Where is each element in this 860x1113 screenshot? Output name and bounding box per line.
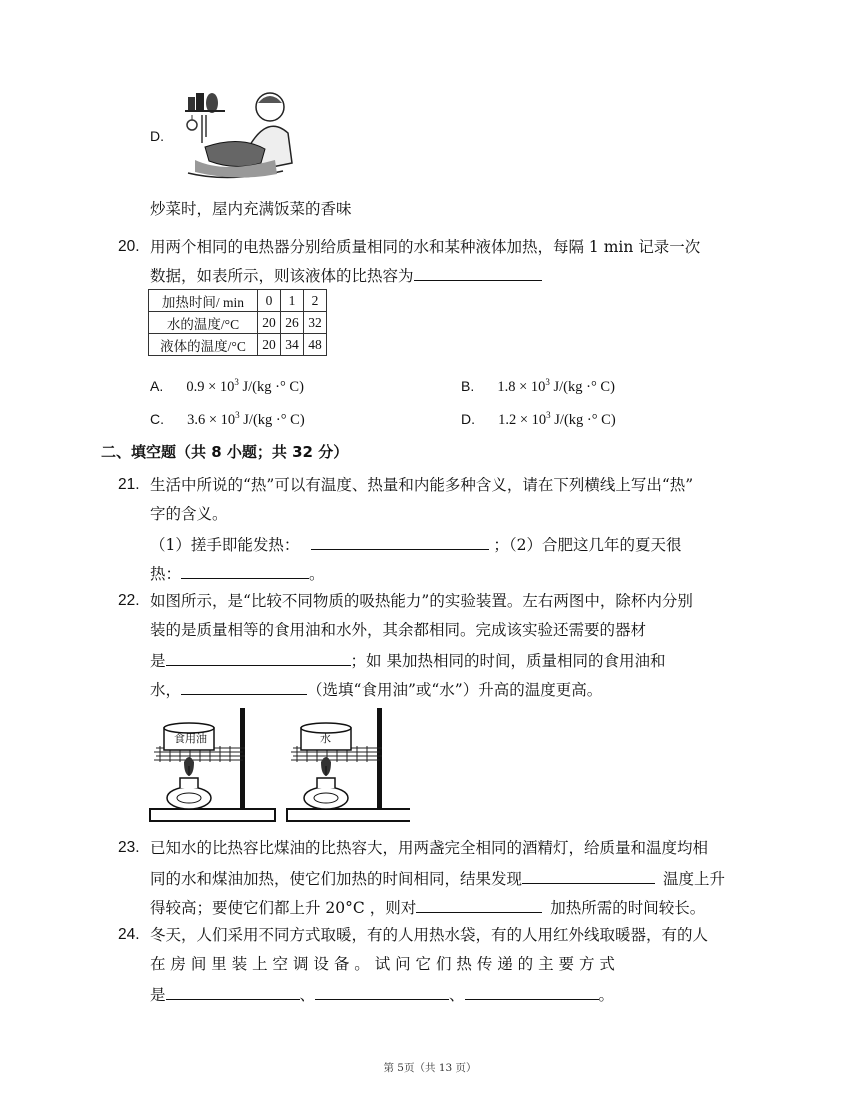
q23-line2 bbox=[150, 867, 725, 889]
q21-line3 bbox=[150, 533, 682, 555]
table-row bbox=[149, 312, 327, 334]
right-apparatus bbox=[287, 708, 410, 821]
option-exp: 3 bbox=[235, 410, 240, 421]
table-cell: 26 bbox=[281, 312, 304, 334]
option-value bbox=[498, 412, 616, 428]
beaker-label-oil: 食用油 bbox=[174, 732, 207, 745]
q21-line3-b: ；（2）合肥这几年的夏天很 bbox=[493, 536, 682, 554]
option-exp: 3 bbox=[546, 410, 551, 421]
option-c[interactable] bbox=[150, 409, 305, 429]
table-header-row bbox=[149, 290, 327, 312]
q22-line2: 装的是质量相等的食用油和水外，其余都相同。完成该实验还需要的器材 bbox=[150, 621, 647, 639]
option-value bbox=[497, 379, 615, 395]
q22-line3-a: 是 bbox=[150, 652, 166, 670]
option-coef: 1.2 × 10 bbox=[498, 412, 547, 428]
left-apparatus bbox=[150, 708, 275, 821]
option-value bbox=[186, 379, 304, 395]
table-cell: 水的温度/°C bbox=[149, 312, 258, 334]
q21-line4-a: 热： bbox=[150, 565, 182, 583]
page-footer: 第 5页（共 13 页） bbox=[383, 1062, 477, 1074]
question-number-22: 22. bbox=[118, 592, 140, 609]
question-number-21: 21. bbox=[118, 476, 140, 493]
heating-data-table bbox=[148, 289, 327, 356]
q24-line1: 冬天，人们采用不同方式取暖，有的人用热水袋，有的人用红外线取暖器，有的人 bbox=[150, 926, 709, 944]
option-d[interactable] bbox=[461, 409, 616, 429]
option-letter: D. bbox=[461, 411, 475, 427]
option-unit: J/(kg ·° C) bbox=[239, 412, 305, 428]
q24-line2: 在 房 间 里 装 上 空 调 设 备 。 试 问 它 们 热 传 递 的 主 要 方 式 bbox=[150, 955, 615, 973]
q23-line3-b: 加热所需的时间较长。 bbox=[550, 899, 706, 917]
table-row bbox=[149, 334, 327, 356]
cooking-illustration bbox=[180, 85, 295, 185]
q24-line3-a: 是 bbox=[150, 986, 166, 1004]
option-exp: 3 bbox=[234, 377, 239, 388]
q22-line4-b: （选填“食用油”或“水”）升高的温度更高。 bbox=[307, 681, 603, 699]
table-cell: 20 bbox=[258, 312, 281, 334]
q23-line2-a: 同的水和煤油加热，使它们加热的时间相同，结果发现 bbox=[150, 870, 523, 888]
q22-line4 bbox=[150, 678, 602, 700]
option-letter: B. bbox=[461, 378, 475, 394]
option-coef: 1.8 × 10 bbox=[497, 379, 546, 395]
q23-line1: 已知水的比热容比煤油的比热容大，用两盏完全相同的酒精灯，给质量和温度均相 bbox=[150, 839, 709, 857]
q22-line4-a: 水， bbox=[150, 681, 182, 699]
option-coef: 0.9 × 10 bbox=[186, 379, 235, 395]
q24-sep1: 、 bbox=[299, 986, 316, 1004]
option-unit: J/(kg ·° C) bbox=[549, 379, 615, 395]
q24-line3 bbox=[150, 983, 614, 1005]
q21-line1: 生活中所说的“热”可以有温度、热量和内能多种含义，请在下列横线上写出“热” bbox=[150, 476, 694, 494]
question-number-23: 23. bbox=[118, 839, 140, 856]
answer-blank[interactable] bbox=[181, 678, 307, 695]
section-heading: 二、填空题（共 8 小题；共 32 分） bbox=[101, 443, 349, 461]
option-d-caption: 炒菜时，屋内充满饭菜的香味 bbox=[150, 200, 352, 218]
table-cell: 液体的温度/°C bbox=[149, 334, 258, 356]
option-exp: 3 bbox=[545, 377, 550, 388]
q22-line1: 如图所示，是“比较不同物质的吸热能力”的实验装置。左右两图中，除杯内分别 bbox=[150, 592, 693, 610]
answer-blank[interactable] bbox=[311, 533, 489, 550]
option-letter: A. bbox=[150, 378, 164, 394]
beaker-label-water: 水 bbox=[320, 732, 331, 745]
answer-blank[interactable] bbox=[315, 983, 449, 1000]
answer-blank[interactable] bbox=[522, 867, 655, 884]
option-coef: 3.6 × 10 bbox=[187, 412, 236, 428]
table-cell: 20 bbox=[258, 334, 281, 356]
q22-line3 bbox=[150, 649, 665, 671]
q21-line4-b: 。 bbox=[309, 565, 325, 583]
answer-blank[interactable] bbox=[166, 983, 300, 1000]
table-cell: 32 bbox=[304, 312, 327, 334]
answer-blank[interactable] bbox=[416, 896, 542, 913]
q21-line2: 字的含义。 bbox=[150, 505, 228, 523]
answer-blank[interactable] bbox=[414, 264, 542, 281]
table-cell: 48 bbox=[304, 334, 327, 356]
q23-line3 bbox=[150, 896, 705, 918]
option-a[interactable] bbox=[150, 376, 304, 396]
table-cell: 1 bbox=[281, 290, 304, 312]
q23-line2-b: 温度上升 bbox=[663, 870, 726, 888]
question-number-24: 24. bbox=[118, 926, 140, 943]
q24-sep2: 、 bbox=[449, 986, 465, 1004]
table-cell: 0 bbox=[258, 290, 281, 312]
q22-line3-b: ；如 果加热相同的时间，质量相同的食用油和 bbox=[350, 652, 666, 670]
option-unit: J/(kg ·° C) bbox=[550, 412, 616, 428]
q21-line3-a: （1）搓手即能发热： bbox=[150, 536, 300, 554]
answer-blank[interactable] bbox=[465, 983, 599, 1000]
q21-line4 bbox=[150, 562, 325, 584]
q24-end: 。 bbox=[598, 986, 615, 1004]
option-value bbox=[187, 412, 305, 428]
q23-line3-a: 得较高；要使它们都上升 20°C ，则对 bbox=[150, 899, 417, 917]
answer-blank[interactable] bbox=[181, 562, 309, 579]
q20-line2-text: 数据，如表所示，则该液体的比热容为 bbox=[150, 267, 414, 285]
table-cell: 加热时间/ min bbox=[149, 290, 258, 312]
q20-line1: 用两个相同的电热器分别给质量相同的水和某种液体加热，每隔 1 min 记录一次 bbox=[150, 238, 701, 256]
option-letter: C. bbox=[150, 411, 164, 427]
answer-blank[interactable] bbox=[166, 649, 351, 666]
experiment-apparatus-figure bbox=[140, 702, 410, 830]
q20-line2 bbox=[150, 264, 542, 286]
option-d-letter: D. bbox=[150, 128, 164, 144]
option-unit: J/(kg ·° C) bbox=[238, 379, 304, 395]
question-number-20: 20. bbox=[118, 238, 140, 255]
table-cell: 34 bbox=[281, 334, 304, 356]
table-cell: 2 bbox=[304, 290, 327, 312]
option-b[interactable] bbox=[461, 376, 615, 396]
